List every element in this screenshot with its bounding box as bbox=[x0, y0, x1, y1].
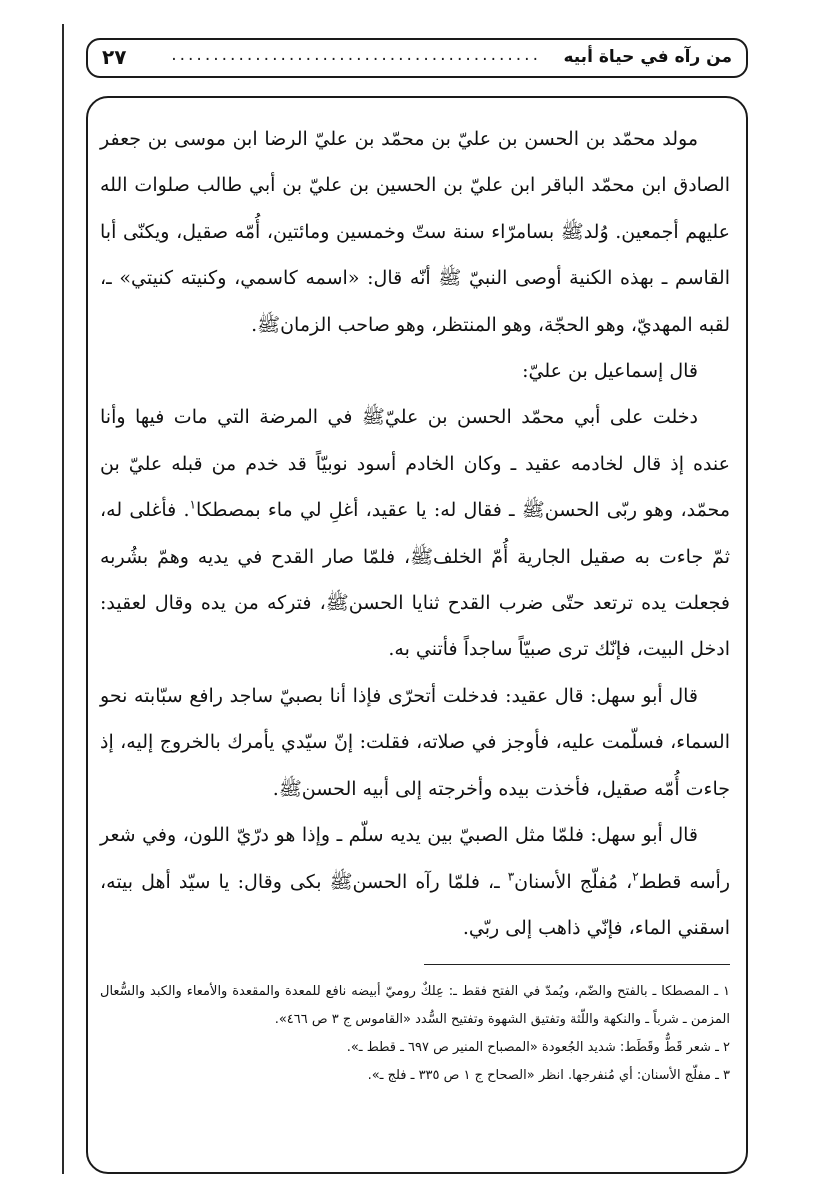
boy-part-2: ، مُفلّج الأسنان bbox=[514, 870, 633, 893]
page-number: ٢٧ bbox=[102, 45, 127, 69]
footnote-ref-1[interactable]: ١ bbox=[189, 497, 196, 512]
boy-part-3: ـ، فلمّا رآه الحسنﷺ بكى وقال: يا سيّد أهل بيته، اسقني الماء، فإنّي ذاهب إلى ربّي. bbox=[100, 870, 730, 939]
main-text bbox=[100, 116, 730, 951]
boy-part-1: قال أبو سهل: فلمّا مثل الصبيّ بين يديه سلّم ـ وإذا هو درّيّ اللون، وفي شعر رأسه قطط bbox=[100, 824, 730, 893]
paragraph-boy bbox=[100, 812, 730, 951]
footnote-3: ٣ ـ مفلّج الأسنان: أي مُنفرجها. انظر «الصحاح ج ١ ص ٣٣٥ ـ فلج ـ». bbox=[367, 1068, 730, 1083]
footnote-separator bbox=[424, 964, 730, 965]
footnote-ref-2[interactable]: ٢ bbox=[632, 869, 639, 884]
footnote-1: ١ ـ المصطكا ـ بالفتح والضّم، ويُمدّ في الفتح فقط ـ: عِلكٌ روميّ أبيضه نافع للمعدة والمقعدة والأمعاء والكبد والسُّعال المزمن ـ شرباً ـ والنكهة واللّثة وتفتيق الشهوة وتفتيح السُّدد «القاموس ج ٣ ص ٤٦٦». bbox=[100, 984, 730, 1027]
paragraph-narrator: قال إسماعيل بن عليّ: bbox=[522, 360, 698, 383]
footnotes bbox=[100, 978, 730, 1090]
footnote-2: ٢ ـ شعر قَطٌّ وقَطَط: شديد الجُعودة «المصباح المنير ص ٦٩٧ ـ قطط ـ». bbox=[346, 1040, 730, 1055]
paragraph-aqid: قال أبو سهل: قال عقيد: فدخلت أتحرّى فإذا أنا بصبيّ ساجد رافع سبّابته نحو السماء، فسلّمت عليه، فأوجز في صلاته، فقلت: إنّ سيّدي يأمرك بالخروج إليه، إذ جاءت أُمّه صقيل، فأخذت بيده وأخرجته إلى أبيه الحسنﷺ. bbox=[100, 684, 730, 800]
paragraph-birth: مولد محمّد بن الحسن بن عليّ بن محمّد بن عليّ الرضا ابن موسى بن جعفر الصادق ابن محمّد الباقر ابن عليّ بن الحسين بن عليّ بن أبي طالب صلوات الله عليهم أجمعين. وُلدﷺ بسامرّاء سنة ستّ وخمسين ومائتين، أُمّه صقيل، ويكنّى أبا القاسم ـ بهذه الكنية أوصى النبيّ ﷺ أنّه قال: «اسمه كاسمي، وكنيته كنيتي» ـ، لقبه المهديّ، وهو الحجّة، وهو المنتظر، وهو صاحب الزمانﷺ. bbox=[100, 128, 730, 336]
narration-part-2: . فأغلى له، ثمّ جاءت به صقيل الجارية أُمّ الخلفﷺ، فلمّا صار القدح في يديه وهمّ بشُربه فجعلت يده ترتعد حتّى ضرب القدح ثنايا الحسنﷺ، فتركه من يده وقال لعقيد: ادخل البيت، فإنّك ترى صبيّاً ساجداً فأتني به. bbox=[100, 499, 730, 661]
gutter-line bbox=[62, 24, 64, 1174]
running-header bbox=[86, 38, 748, 78]
leader-dots: ............................................ bbox=[171, 45, 541, 65]
running-title: من رآه في حياة أبيه bbox=[563, 47, 732, 67]
narration-part-1: دخلت على أبي محمّد الحسن بن عليّﷺ في المرضة التي مات فيها وأنا عنده إذ قال لخادمه عقيد ـ وكان الخادم أسود نوبيّاً قد خدم من قبله عليّ بن محمّد، وهو ربّى الحسنﷺ ـ فقال له: يا عقيد، أغلِ لي ماء بمصطكا bbox=[100, 406, 730, 522]
footnote-ref-3[interactable]: ٣ bbox=[507, 869, 515, 884]
paragraph-narration bbox=[100, 394, 730, 672]
